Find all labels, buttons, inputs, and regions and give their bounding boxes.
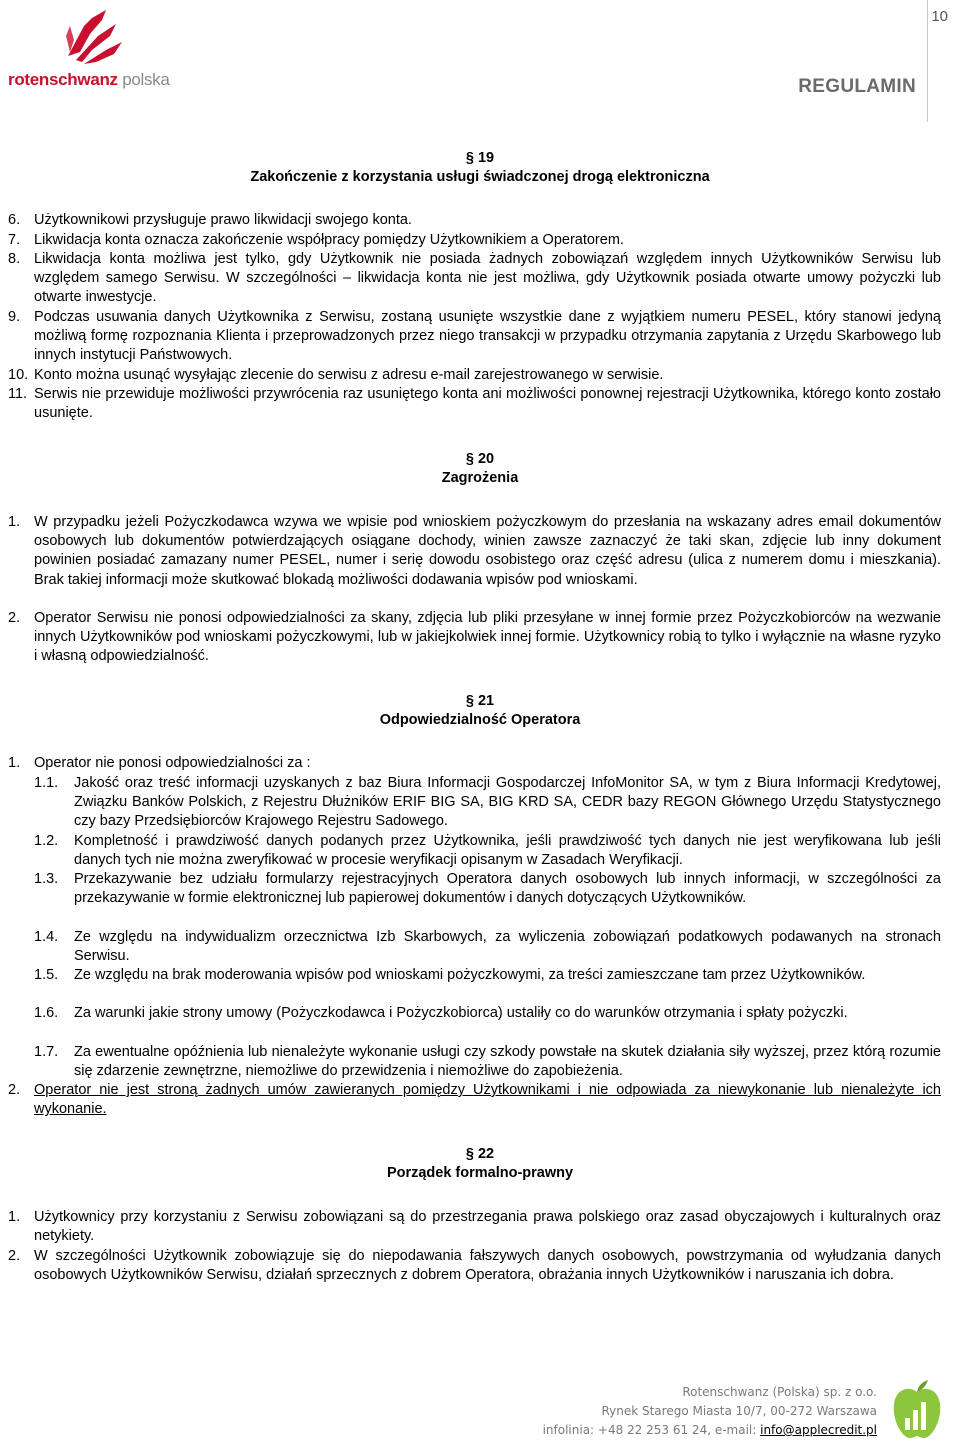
item-text: Konto można usunąć wysyłając zlecenie do serwisu z adresu e-mail zarejestrowanego w serwisie.	[34, 367, 664, 383]
subitem-text: Przekazywanie bez udziału formularzy rejestracyjnych Operatora danych osobowych lub innych informacji, w szczególności za przekazywanie w formie elektronicznej lub papierowej dokumentów i danych dotyczących Użytkowników.	[74, 871, 941, 907]
logo-wordmark-gray: polska	[117, 70, 170, 89]
subitem-text: Jakość oraz treść informacji uzyskanych z baz Biura Informacji Gospodarczej InfoMonitor SA, w tym z Biura Informacji Kredytowej, Związku Banków Polskich, z Rejestru Dłużników ERIF BIG SA, BIG KRD SA, CEDR bazy REGON Głównego Urzędu Statystycznego czy bazy Przedsiębiorców Krajowego Rejestru Sadowego.	[74, 775, 941, 830]
logo-wordmark	[8, 70, 170, 90]
subitem-number: 1.4.	[34, 929, 59, 945]
subitem-text: Za warunki jakie strony umowy (Pożyczkodawca i Pożyczkobiorca) ustaliły co do warunków otrzymania i spłaty pożyczki.	[74, 1005, 848, 1021]
item-text: Użytkownikowi przysługuje prawo likwidacji swojego konta.	[34, 212, 412, 228]
item-number: 9.	[8, 309, 21, 325]
section-22-number: § 22	[465, 1146, 495, 1162]
section-20-number: § 20	[465, 451, 495, 467]
section-22-title: Porządek formalno-prawny	[386, 1165, 574, 1181]
section-19-number: § 19	[465, 150, 495, 166]
item-number: 6.	[8, 212, 21, 228]
item-text: Operator Serwisu nie ponosi odpowiedzialności za skany, zdjęcia lub pliki przesyłane w innej formie przez Pożyczkobiorców na wezwanie innych Użytkowników pod wnioskami pożyczkowymi, lub w jakiejkolwiek innej formie. Użytkownicy robią to tylko i wyłącznie na własne ryzyko i własną odpowiedzialność.	[34, 610, 941, 665]
item-text: Operator nie ponosi odpowiedzialności za :	[34, 755, 311, 771]
footer-email-link[interactable]: info@applecredit.pl	[760, 1423, 877, 1437]
item-number: 1.	[8, 514, 21, 530]
footer-company: Rotenschwanz (Polska) sp. z o.o.	[682, 1385, 877, 1399]
subitem-text: Kompletność i prawdziwość danych podanych przez Użytkownika, jeśli prawdziwość tych danych nie jest weryfikowana lub jeśli danych tych nie można zweryfikować w procesie weryfikacji opisanym w Zasadach Weryfikacji.	[74, 833, 941, 869]
subitem-number: 1.7.	[34, 1044, 59, 1060]
logo-wordmark-red: rotenschwanz	[8, 70, 118, 89]
item-text: Podczas usuwania danych Użytkownika z Serwisu, zostaną usunięte wszystkie dane z wyjątkiem numeru PESEL, który stanowi jedyną możliwą formę rozpoznania Klienta i przeprowadzonych przez niego transakcji w przypadku otrzymania zapytania z Urzędu Skarbowego lub innych instytucji Państwowych.	[34, 309, 941, 364]
subitem-text: Ze względu na indywidualizm orzecznictwa Izb Skarbowych, za wyliczenia zobowiązań podatkowych podawanych na stronach Serwisu.	[74, 929, 941, 965]
footer-contact-prefix: infolinia: +48 22 253 61 24, e-mail:	[542, 1423, 761, 1437]
item-number: 1.	[8, 1209, 21, 1225]
item-text: Serwis nie przewiduje możliwości przywrócenia raz usuniętego konta ani możliwości ponownej rejestracji Użytkownika, którego konto zostało usunięte.	[34, 386, 941, 422]
item-text: W szczególności Użytkownik zobowiązuje się do niepodawania fałszywych danych osobowych, powstrzymania od wyłudzania danych osobowych Użytkowników Serwisu, działań sprzecznych z dobrem Operatora, obrażania innych Użytkowników i naruszania ich dobra.	[34, 1248, 941, 1284]
item-number: 2.	[8, 1248, 21, 1264]
section-21-title: Odpowiedzialność Operatora	[379, 712, 581, 728]
apple-logo-icon	[888, 1378, 946, 1442]
footer-address: Rynek Starego Miasta 10/7, 00-272 Warszawa	[601, 1404, 877, 1418]
item-text: Użytkownicy przy korzystaniu z Serwisu zobowiązani są do przestrzegania prawa polskiego oraz zasad obyczajowych i kulturalnych oraz netykiety.	[34, 1209, 941, 1245]
subitem-number: 1.3.	[34, 871, 59, 887]
header-divider	[927, 0, 928, 122]
item-number: 8.	[8, 251, 21, 267]
item-number: 10.	[8, 367, 29, 383]
item-text: Operator nie jest stroną żadnych umów zawieranych pomiędzy Użytkownikami i nie odpowiada za niewykonanie lub nienależyte ich wykonanie.	[34, 1082, 941, 1118]
item-number: 1.	[8, 755, 21, 771]
section-21-number: § 21	[465, 693, 495, 709]
item-text: W przypadku jeżeli Pożyczkodawca wzywa we wpisie pod wnioskiem pożyczkowym do przesłania na wskazany adres email dokumentów osobowych lub dokumentów potwierdzających osiągane dochody, winien zawsze zaznaczyć że taki skan, zdjęcie lub inny dokument powinien posiadać zamazany numer PESEL, numer i serię dowodu osobistego oraz część adresu (ulica z numerem domu i mieszkania). Brak takiej informacji może skutkować blokadą możliwości dodawania wpisów pod wnioskami.	[34, 514, 941, 588]
item-number: 2.	[8, 610, 21, 626]
subitem-number: 1.6.	[34, 1005, 59, 1021]
item-text: Likwidacja konta oznacza zakończenie współpracy pomiędzy Użytkownikiem a Operatorem.	[34, 232, 624, 248]
subitem-text: Za ewentualne opóźnienia lub nienależyte wykonanie usługi czy szkody powstałe na skutek działania siły wyższej, przez którą rozumie się zdarzenie zewnętrzne, niemożliwe do przewidzenia i niemożliwe do zapobieżenia.	[74, 1044, 941, 1080]
item-number: 11.	[8, 386, 28, 402]
item-number: 2.	[8, 1082, 21, 1098]
subitem-number: 1.1.	[34, 775, 59, 791]
subitem-number: 1.5.	[34, 967, 59, 983]
item-number: 7.	[8, 232, 21, 248]
footer-contact	[543, 1420, 877, 1440]
section-20-title: Zagrożenia	[441, 470, 519, 486]
page-number: 10	[931, 8, 948, 25]
subitem-number: 1.2.	[34, 833, 59, 849]
subitem-text: Ze względu na brak moderowania wpisów pod wnioskami pożyczkowymi, za treści zamieszczane tam przez Użytkowników.	[74, 967, 866, 983]
item-text: Likwidacja konta możliwa jest tylko, gdy Użytkownik nie posiada żadnych zobowiązań względem innych Użytkowników Serwisu lub względem samego Serwisu. W szczególności – likwidacja konta nie jest możliwa, gdy Użytkownik posiada otwarte umowy pożyczki lub otwarte inwestycje.	[34, 251, 941, 306]
section-19-title: Zakończenie z korzystania usługi świadczonej drogą elektroniczna	[250, 169, 710, 185]
document-label: REGULAMIN	[798, 76, 916, 97]
